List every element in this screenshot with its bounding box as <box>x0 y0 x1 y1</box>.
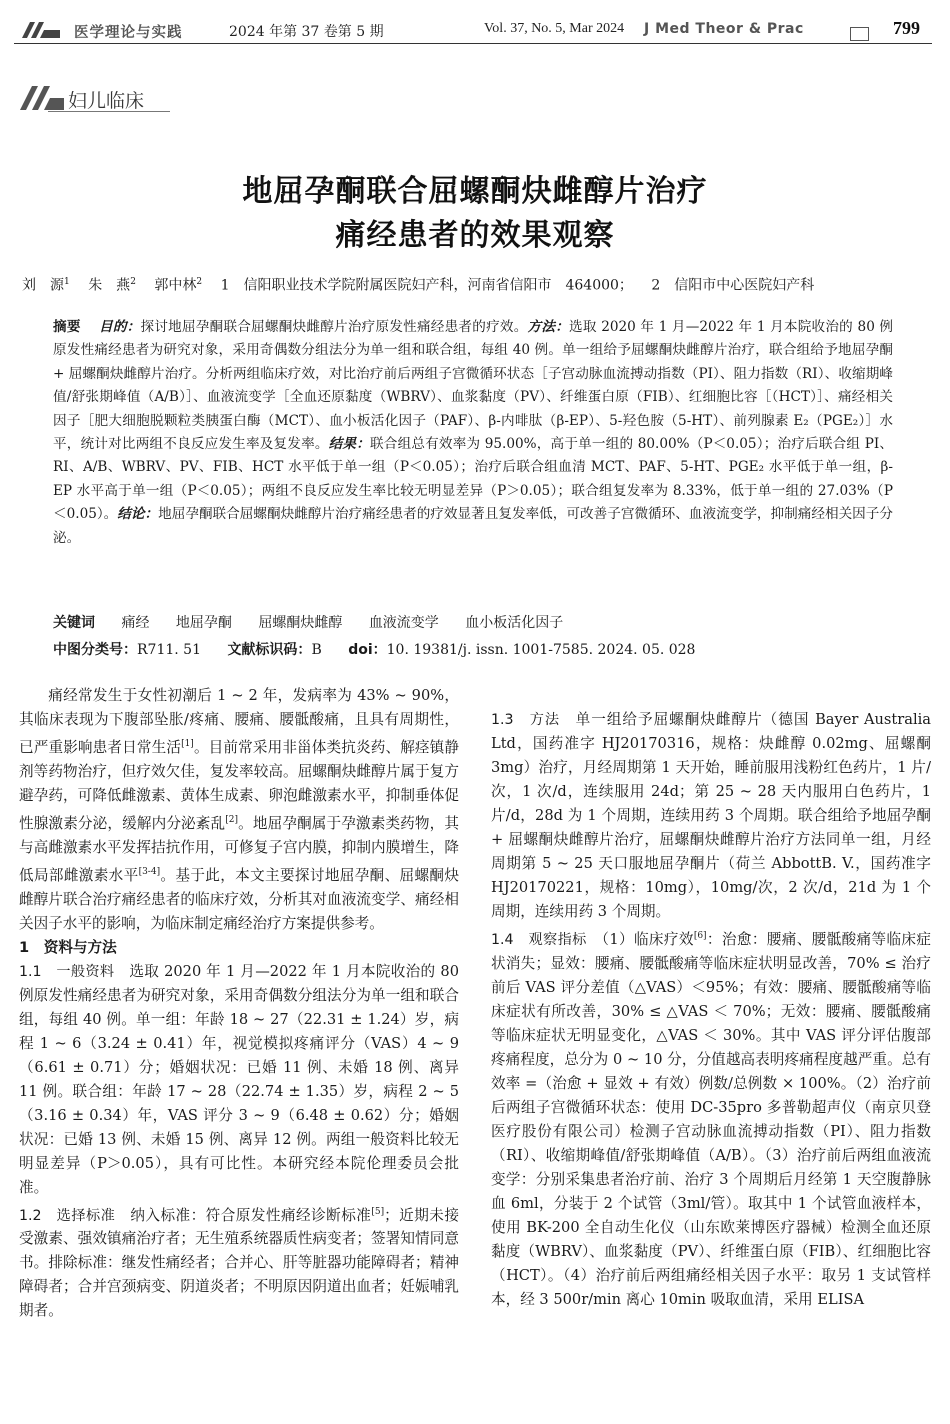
heading-materials-methods: 1 资料与方法 <box>19 938 117 956</box>
keywords-label: 关键词 <box>53 615 95 631</box>
results-label: 结果： <box>328 436 370 453</box>
section-1-1: 1.1 一般资料 选取 2020 年 1 月—2022 年 1 月本院收治的 80 例原发性痛经患者为研究对象，采用奇偶数分组法分为单一组和联合组，每组 40 例。单一组：年龄 18 ~ 27（22.31 ± 1.24）岁，病程 1 ~ 6（3.24 ± 0.41）年，视觉模拟疼痛评分（VAS）4 ~ 9（6.61 ± 0.71）分；婚姻状况：已婚 11 例、未婚 18 例、离异 11 例。联合组：年龄 17 ~ 28（22.74 ± 1.35）岁，病程 2 ~ 5（3.16 ± 0.34）年，VAS 评分 3 ~ 9（6.48 ± 0.62）分；婚姻状况：已婚 13 例、未婚 15 例、离异 12 例。两组一般资料比较无明显差异（P＞0.05），具有可比性。本研究经本院伦理委员会批准。 <box>19 962 459 1196</box>
keyword-item: 痛经 <box>121 615 150 631</box>
section-1-2: 1.2 选择标准 纳入标准：符合原发性痛经诊断标准[5]；近期未接受激素、强效镇痛治疗者；无生殖系统器质性病变者；签署知情同意书。排除标准：继发性痛经者；合并心、肝等脏器功能障碍者；精神障碍者；合并宫颈病变、阴道炎者；不明原因阴道出血者；妊娠哺乳期者。 <box>19 1206 459 1320</box>
citation: [3-4] <box>138 866 161 877</box>
abstract-label: 摘要 <box>53 319 81 335</box>
header-box-icon <box>850 27 869 41</box>
author-line: 刘 源$^1$ 朱 燕$^2$ 郭中林$^2$ 1 信阳职业技术学院附属医院妇产科，河南省信阳市 464000； 2 信阳市中心医院妇产科 <box>22 277 815 294</box>
citation: [6] <box>693 931 707 941</box>
doc-code-label: 文献标识码： <box>227 642 312 658</box>
keywords-line <box>53 612 563 634</box>
heading-1-3: 1.3 方法 <box>491 712 561 728</box>
affiliation-2: 2 信阳市中心医院妇产科 <box>651 277 815 294</box>
section-underline <box>48 111 170 112</box>
page-number: 799 <box>893 18 920 38</box>
methods-label: 方法： <box>527 319 570 335</box>
body-column-left <box>19 684 459 1323</box>
methods-text: 选取 2020 年 1 月—2022 年 1 月本院收治的 80 例原发性痛经患者为研究对象，采用奇偶数分组法分为单一组和联合组，每组 40 例。单一组给予屈螺酮炔雌醇片治疗，联合组给予地屈孕酮 + 屈螺酮炔雌醇片治疗。分析两组临床疗效，对比治疗前后两组子宫微循环状态［子宫动脉血流搏动指数（PI）、阻力指数（RI）、收缩期峰值/舒张期峰值（A/B）］、血液流变学［全血还原黏度（WBRV）、血浆黏度（PV）、纤维蛋白原（FIB）、红细胞比容［（HCT）］、痛经相关因子［肥大细胞脱颗粒类胰蛋白酶（MCT）、血小板活化因子（PAF）、β-内啡肽（β-EP）、5-羟色胺（5-HT）、前列腺素 E₂（PGE₂）］水平，统计对比两组不良反应发生率及复发率。 <box>53 319 893 453</box>
objective-text: 探讨地屈孕酮联合屈螺酮炔雌醇片治疗原发性痛经患者的疗效。 <box>140 319 528 335</box>
citation: [5] <box>371 1206 385 1217</box>
issue-info-cn: 2024 年第 37 卷第 5 期 <box>229 24 384 40</box>
conclusion-text: 地屈孕酮联合屈螺酮炔雌醇片治疗痛经患者的疗效显著且复发率低，可改善子宫微循环、血液流变学，抑制痛经相关因子分泌。 <box>53 506 893 546</box>
issue-info-en: Vol. 37, No. 5, Mar 2024 <box>484 21 625 36</box>
doc-code-value: B <box>311 642 322 658</box>
objective-label: 目的： <box>99 319 141 335</box>
keyword-item: 血液流变学 <box>368 615 439 631</box>
section-1-3: 1.3 方法 单一组给予屈螺酮炔雌醇片（德国 Bayer Australia Ltd，国药准字 HJ20170316，规格：炔雌醇 0.02mg、屈螺酮 3mg）治疗，月经周期第 1 天开始，睡前服用浅粉红色药片，1 片/次，1 次/d，连续服用 24d；第 25 ~ 28 天内服用白色药片，1 片/d，28d 为 1 个周期，连续用药 3 个周期。联合组给予地屈孕酮 + 屈螺酮炔雌醇片治疗，屈螺酮炔雌醇片治疗方法同单一组，月经周期第 5 ~ 25 天口服地屈孕酮片（荷兰 AbbottB. V.，国药准字 HJ20170221，规格：10mg），10mg/次，2 次/d，21d 为 1 个周期，连续用药 3 个周期。 <box>491 711 931 920</box>
section-stripes-icon <box>18 82 64 112</box>
section-label: 妇儿临床 <box>68 90 145 112</box>
heading-1-2: 1.2 选择标准 <box>19 1207 116 1224</box>
clc-value: R711. 51 <box>137 642 201 658</box>
section-tag <box>18 82 170 116</box>
keyword-item: 地屈孕酮 <box>175 615 232 631</box>
journal-name-cn: 医学理论与实践 <box>74 25 183 41</box>
intro-paragraph: 痛经常发生于女性初潮后 1 ~ 2 年，发病率为 43% ~ 90%，其临床表现为下腹部坠胀/疼痛、腰痛、腰骶酸痛，且具有周期性，已严重影响患者日常生活[1]。目前常采用非甾体类抗炎药、解痉镇静剂等药物治疗，但疗效欠佳，复发率较高。屈螺酮炔雌醇片属于复方避孕药，可降低雌激素、黄体生成素、卵泡雌激素水平，抑制垂体促性腺激素分泌，缓解内分泌紊乱[2]。地屈孕酮属于孕激素类药物，其与高雌激素水平发挥拮抗作用，可修复子宫内膜，抑制内膜增生，降低局部雌激素水平[3-4]。基于此，本文主要探讨地屈孕酮、屈螺酮炔雌醇片联合治疗痛经患者的临床疗效，分析其对血液流变学、痛经相关因子水平的影响，为临床制定痛经治疗方案提供参考。 <box>19 687 459 932</box>
body-column-right <box>491 684 931 1312</box>
conclusion-label: 结论： <box>117 506 159 523</box>
author-3: 郭中林 <box>154 277 197 294</box>
citation: [2] <box>225 814 238 825</box>
abstract <box>53 316 893 550</box>
clc-label: 中图分类号： <box>53 642 137 658</box>
results-text: 联合组总有效率为 95.00%，高于单一组的 80.00%（P＜0.05）；治疗后联合组 PI、RI、A/B、WBRV、PV、FIB、HCT 水平低于单一组（P＜0.05）；治疗后联合组血清 MCT、PAF、5-HT、PGE₂ 水平低于单一组，β-EP 水平高于单一组（P＜0.05）；两组不良反应发生率比较无明显差异（P＞0.05）；联合组复发率为 8.33%，低于单一组的 27.03%（P＜0.05）。 <box>53 436 894 523</box>
affiliation-1: 1 信阳职业技术学院附属医院妇产科，河南省信阳市 464000； <box>220 277 633 294</box>
section-1-4: 1.4 观察指标 （1）临床疗效[6]：治愈：腰痛、腰骶酸痛等临床症状消失；显效：腰痛、腰骶酸痛等临床症状明显改善，70% ≤ 治疗前后 VAS 评分差值（△VAS）＜95%；有效：腰痛、腰骶酸痛等临床症状有所改善，30% ≤ △VAS ＜ 70%；无效：腰痛、腰骶酸痛等临床症状无明显变化，△VAS ＜ 30%。其中 VAS 评分评估腹部疼痛程度，总分为 0 ~ 10 分，分值越高表明疼痛程度越严重。总有效率 =（治愈 + 显效 + 有效）例数/总例数 × 100%。（2）治疗前后两组子宫微循环状态：使用 DC-35pro 多普勒超声仪（南京贝登医疗股份有限公司）检测子宫动脉血流搏动指数（PI）、阻力指数（RI）、收缩期峰值/舒张期峰值（A/B）。（3）治疗前后两组血液流变学：分别采集患者治疗前、治疗 3 个周期后月经第 1 天空腹静脉血 6ml，分装于 2 个试管（3ml/管）。取其中 1 个试管血液样本，使用 BK-200 全自动生化仪（山东欧莱博医疗器械）检测全血还原黏度（WBRV）、血浆黏度（PV）、纤维蛋白原（FIB）、红细胞比容（HCT）。（4）治疗前后两组痛经相关因子水平：取另 1 支试管样本，经 3 500r/min 离心 10min 吸取血清，采用 ELISA <box>491 930 931 1308</box>
author-2: 朱 燕 <box>88 277 131 294</box>
doi-value: 10. 19381/j. issn. 1001-7585. 2024. 05. 028 <box>386 642 696 658</box>
doi-label: doi： <box>348 642 387 658</box>
author-1: 刘 源 <box>22 277 64 294</box>
keyword-item: 血小板活化因子 <box>465 615 564 631</box>
heading-1-4: 1.4 观察指标 <box>491 931 587 948</box>
keyword-item: 屈螺酮炔雌醇 <box>258 615 343 631</box>
citation: [1] <box>181 739 194 749</box>
classification-line <box>53 639 695 661</box>
journal-name-en: J Med Theor & Prac <box>644 21 804 37</box>
article-title-line-1: 地屈孕酮联合屈螺酮炔雌醇片治疗 <box>242 174 708 209</box>
journal-logo-icon <box>20 20 60 40</box>
running-header <box>14 16 932 44</box>
heading-1-1: 1.1 一般资料 <box>19 963 115 980</box>
article-title-line-2: 痛经患者的效果观察 <box>335 218 615 253</box>
